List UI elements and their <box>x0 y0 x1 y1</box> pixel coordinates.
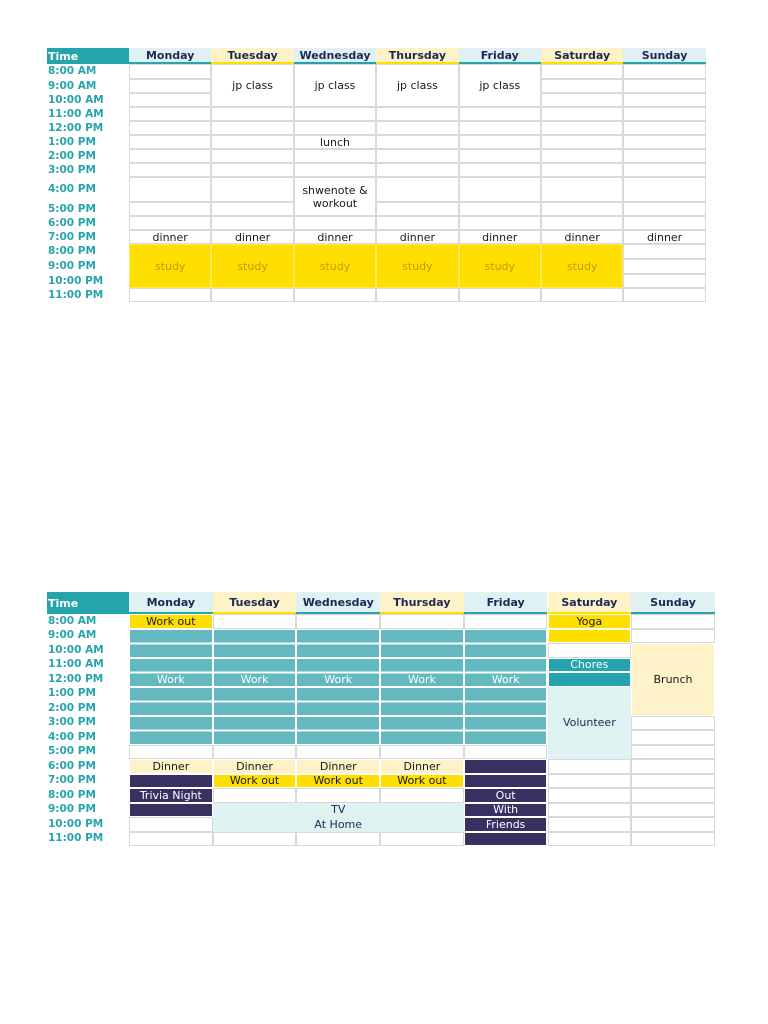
time-label: 9:00 PM <box>48 260 96 272</box>
empty-slot <box>294 149 376 163</box>
event-work-out: Work out <box>296 774 380 789</box>
empty-slot <box>294 121 376 135</box>
time-label: 5:00 PM <box>48 202 96 215</box>
time-label: 8:00 AM <box>48 65 97 77</box>
time-column-header: Time <box>47 48 129 64</box>
time-column-header: Time <box>47 592 129 614</box>
event-tv: TV <box>296 803 380 818</box>
event-dinner: dinner <box>541 230 623 244</box>
empty-slot <box>623 107 705 121</box>
empty-slot <box>623 93 705 107</box>
time-label: 10:00 PM <box>48 274 104 287</box>
empty-slot <box>541 93 623 107</box>
empty-slot <box>459 163 541 177</box>
day-header-monday: Monday <box>129 48 211 64</box>
empty-slot <box>631 803 715 818</box>
day-header-friday: Friday <box>464 592 548 614</box>
time-label: 7:00 PM <box>48 230 96 243</box>
event-at-home: At Home <box>296 817 380 832</box>
empty-slot <box>376 135 458 149</box>
event-work: Work <box>129 629 213 745</box>
event-work: Work <box>213 629 297 745</box>
empty-slot <box>541 163 623 177</box>
day-header-friday: Friday <box>459 48 541 64</box>
event-block <box>380 803 464 818</box>
empty-slot <box>548 803 632 818</box>
event-dinner: Dinner <box>213 759 297 774</box>
event-block <box>548 672 632 687</box>
event-block <box>129 774 213 789</box>
day-header-wednesday: Wednesday <box>294 48 376 64</box>
empty-slot <box>211 202 293 216</box>
empty-slot <box>213 832 297 847</box>
event-block <box>213 803 297 818</box>
event-trivia-night: Trivia Night <box>129 788 213 803</box>
empty-slot <box>631 730 715 745</box>
event-block <box>213 817 297 832</box>
empty-slot <box>541 135 623 149</box>
event-block <box>129 803 213 818</box>
event-study: study <box>459 244 541 288</box>
event-work-out: Work out <box>213 774 297 789</box>
event-jp-class: jp class <box>459 64 541 107</box>
event-lunch: lunch <box>294 135 376 149</box>
event-work-out: Work out <box>380 774 464 789</box>
empty-slot <box>631 817 715 832</box>
empty-slot <box>211 177 293 202</box>
empty-slot <box>459 149 541 163</box>
empty-slot <box>631 629 715 644</box>
empty-slot <box>464 745 548 760</box>
time-label: 11:00 AM <box>48 107 104 120</box>
empty-slot <box>129 107 211 121</box>
empty-slot <box>376 202 458 216</box>
empty-slot <box>129 216 211 230</box>
empty-slot <box>296 614 380 629</box>
empty-slot <box>211 107 293 121</box>
empty-slot <box>296 788 380 803</box>
time-label: 8:00 AM <box>48 614 97 627</box>
empty-slot <box>129 64 211 79</box>
empty-slot <box>380 745 464 760</box>
event-jp-class: jp class <box>294 64 376 107</box>
empty-slot <box>129 202 211 216</box>
empty-slot <box>541 149 623 163</box>
empty-slot <box>459 216 541 230</box>
weekly-schedule-1 <box>47 48 705 310</box>
empty-slot <box>129 817 213 832</box>
empty-slot <box>631 788 715 803</box>
event-dinner: Dinner <box>129 759 213 774</box>
event-yoga: Yoga <box>548 614 632 629</box>
empty-slot <box>631 716 715 731</box>
event-with: With <box>464 803 548 818</box>
time-label: 3:00 PM <box>48 163 96 176</box>
empty-slot <box>541 216 623 230</box>
empty-slot <box>296 832 380 847</box>
empty-slot <box>623 177 705 202</box>
empty-slot <box>129 79 211 93</box>
day-header-tuesday: Tuesday <box>213 592 297 614</box>
empty-slot <box>631 774 715 789</box>
event-dinner: Dinner <box>296 759 380 774</box>
empty-slot <box>129 745 213 760</box>
empty-slot <box>623 202 705 216</box>
empty-slot <box>541 121 623 135</box>
event-shwenote-workout: shwenote & workout <box>294 177 376 216</box>
event-volunteer: Volunteer <box>548 687 632 760</box>
empty-slot <box>459 121 541 135</box>
empty-slot <box>541 202 623 216</box>
empty-slot <box>623 274 705 288</box>
empty-slot <box>213 745 297 760</box>
day-header-wednesday: Wednesday <box>296 592 380 614</box>
time-label: 10:00 PM <box>48 817 104 830</box>
empty-slot <box>623 149 705 163</box>
empty-slot <box>129 177 211 202</box>
empty-slot <box>376 163 458 177</box>
event-friends: Friends <box>464 817 548 832</box>
event-work: Work <box>464 629 548 745</box>
empty-slot <box>380 788 464 803</box>
empty-slot <box>129 832 213 847</box>
time-label: 10:00 AM <box>48 93 104 106</box>
empty-slot <box>623 259 705 274</box>
time-label: 11:00 PM <box>48 288 104 301</box>
empty-slot <box>548 643 632 658</box>
time-label: 4:00 PM <box>48 183 96 195</box>
event-jp-class: jp class <box>211 64 293 107</box>
event-study: study <box>376 244 458 288</box>
empty-slot <box>623 163 705 177</box>
empty-slot <box>376 149 458 163</box>
empty-slot <box>213 788 297 803</box>
event-block <box>464 832 548 847</box>
event-dinner: dinner <box>376 230 458 244</box>
time-label: 2:00 PM <box>48 701 96 714</box>
empty-slot <box>548 832 632 847</box>
empty-slot <box>548 759 632 774</box>
empty-slot <box>631 614 715 629</box>
empty-slot <box>129 121 211 135</box>
event-block <box>464 774 548 789</box>
empty-slot <box>623 79 705 93</box>
time-label: 8:00 PM <box>48 788 96 801</box>
empty-slot <box>213 614 297 629</box>
empty-slot <box>623 64 705 79</box>
day-header-thursday: Thursday <box>380 592 464 614</box>
empty-slot <box>464 614 548 629</box>
day-header-saturday: Saturday <box>548 592 632 614</box>
empty-slot <box>623 135 705 149</box>
event-work: Work <box>380 629 464 745</box>
empty-slot <box>631 832 715 847</box>
day-header-thursday: Thursday <box>376 48 458 64</box>
empty-slot <box>623 244 705 259</box>
day-header-sunday: Sunday <box>623 48 705 64</box>
empty-slot <box>459 202 541 216</box>
empty-slot <box>294 107 376 121</box>
event-out: Out <box>464 788 548 803</box>
empty-slot <box>380 614 464 629</box>
event-work-out: Work out <box>129 614 213 629</box>
empty-slot <box>541 107 623 121</box>
empty-slot <box>294 163 376 177</box>
day-header-sunday: Sunday <box>631 592 715 614</box>
time-label: 12:00 PM <box>48 672 104 685</box>
event-block <box>380 817 464 832</box>
event-dinner: dinner <box>459 230 541 244</box>
empty-slot <box>623 216 705 230</box>
time-label: 3:00 PM <box>48 716 96 729</box>
empty-slot <box>459 177 541 202</box>
empty-slot <box>211 288 293 302</box>
event-study: study <box>129 244 211 288</box>
event-dinner: dinner <box>294 230 376 244</box>
empty-slot <box>296 745 380 760</box>
empty-slot <box>294 216 376 230</box>
event-study: study <box>294 244 376 288</box>
empty-slot <box>631 745 715 760</box>
time-label: 11:00 AM <box>48 658 104 671</box>
event-block <box>548 629 632 644</box>
empty-slot <box>548 774 632 789</box>
empty-slot <box>541 288 623 302</box>
event-dinner: dinner <box>129 230 211 244</box>
empty-slot <box>376 177 458 202</box>
time-label: 11:00 PM <box>48 832 104 845</box>
event-work: Work <box>296 629 380 745</box>
day-header-monday: Monday <box>129 592 213 614</box>
empty-slot <box>548 788 632 803</box>
time-label: 4:00 PM <box>48 730 96 743</box>
time-label: 1:00 PM <box>48 135 96 148</box>
empty-slot <box>541 177 623 202</box>
empty-slot <box>459 135 541 149</box>
empty-slot <box>541 79 623 93</box>
event-jp-class: jp class <box>376 64 458 107</box>
time-label: 12:00 PM <box>48 121 104 134</box>
empty-slot <box>294 288 376 302</box>
empty-slot <box>376 121 458 135</box>
empty-slot <box>211 121 293 135</box>
empty-slot <box>211 163 293 177</box>
time-label: 9:00 PM <box>48 803 96 816</box>
time-label: 10:00 AM <box>48 643 104 656</box>
empty-slot <box>129 149 211 163</box>
event-brunch: Brunch <box>631 643 715 716</box>
time-label: 2:00 PM <box>48 149 96 162</box>
time-label: 6:00 PM <box>48 759 96 772</box>
weekly-schedule-2 <box>47 592 715 846</box>
empty-slot <box>459 288 541 302</box>
empty-slot <box>129 93 211 107</box>
time-label: 7:00 PM <box>48 774 96 787</box>
empty-slot <box>129 288 211 302</box>
empty-slot <box>376 107 458 121</box>
time-label: 9:00 AM <box>48 629 97 642</box>
empty-slot <box>129 163 211 177</box>
event-chores: Chores <box>548 658 632 673</box>
empty-slot <box>380 832 464 847</box>
empty-slot <box>548 817 632 832</box>
time-label: 1:00 PM <box>48 687 96 700</box>
event-block <box>464 759 548 774</box>
day-header-tuesday: Tuesday <box>211 48 293 64</box>
time-label: 9:00 AM <box>48 79 97 92</box>
event-dinner: dinner <box>623 230 705 244</box>
day-header-saturday: Saturday <box>541 48 623 64</box>
empty-slot <box>129 135 211 149</box>
time-label: 5:00 PM <box>48 745 96 758</box>
event-study: study <box>211 244 293 288</box>
empty-slot <box>541 64 623 79</box>
event-study: study <box>541 244 623 288</box>
empty-slot <box>211 216 293 230</box>
empty-slot <box>623 288 705 302</box>
event-dinner: dinner <box>211 230 293 244</box>
empty-slot <box>623 121 705 135</box>
time-label: 6:00 PM <box>48 216 96 229</box>
empty-slot <box>211 135 293 149</box>
empty-slot <box>211 149 293 163</box>
time-label: 8:00 PM <box>48 245 96 257</box>
empty-slot <box>459 107 541 121</box>
empty-slot <box>631 759 715 774</box>
event-dinner: Dinner <box>380 759 464 774</box>
empty-slot <box>376 216 458 230</box>
empty-slot <box>376 288 458 302</box>
